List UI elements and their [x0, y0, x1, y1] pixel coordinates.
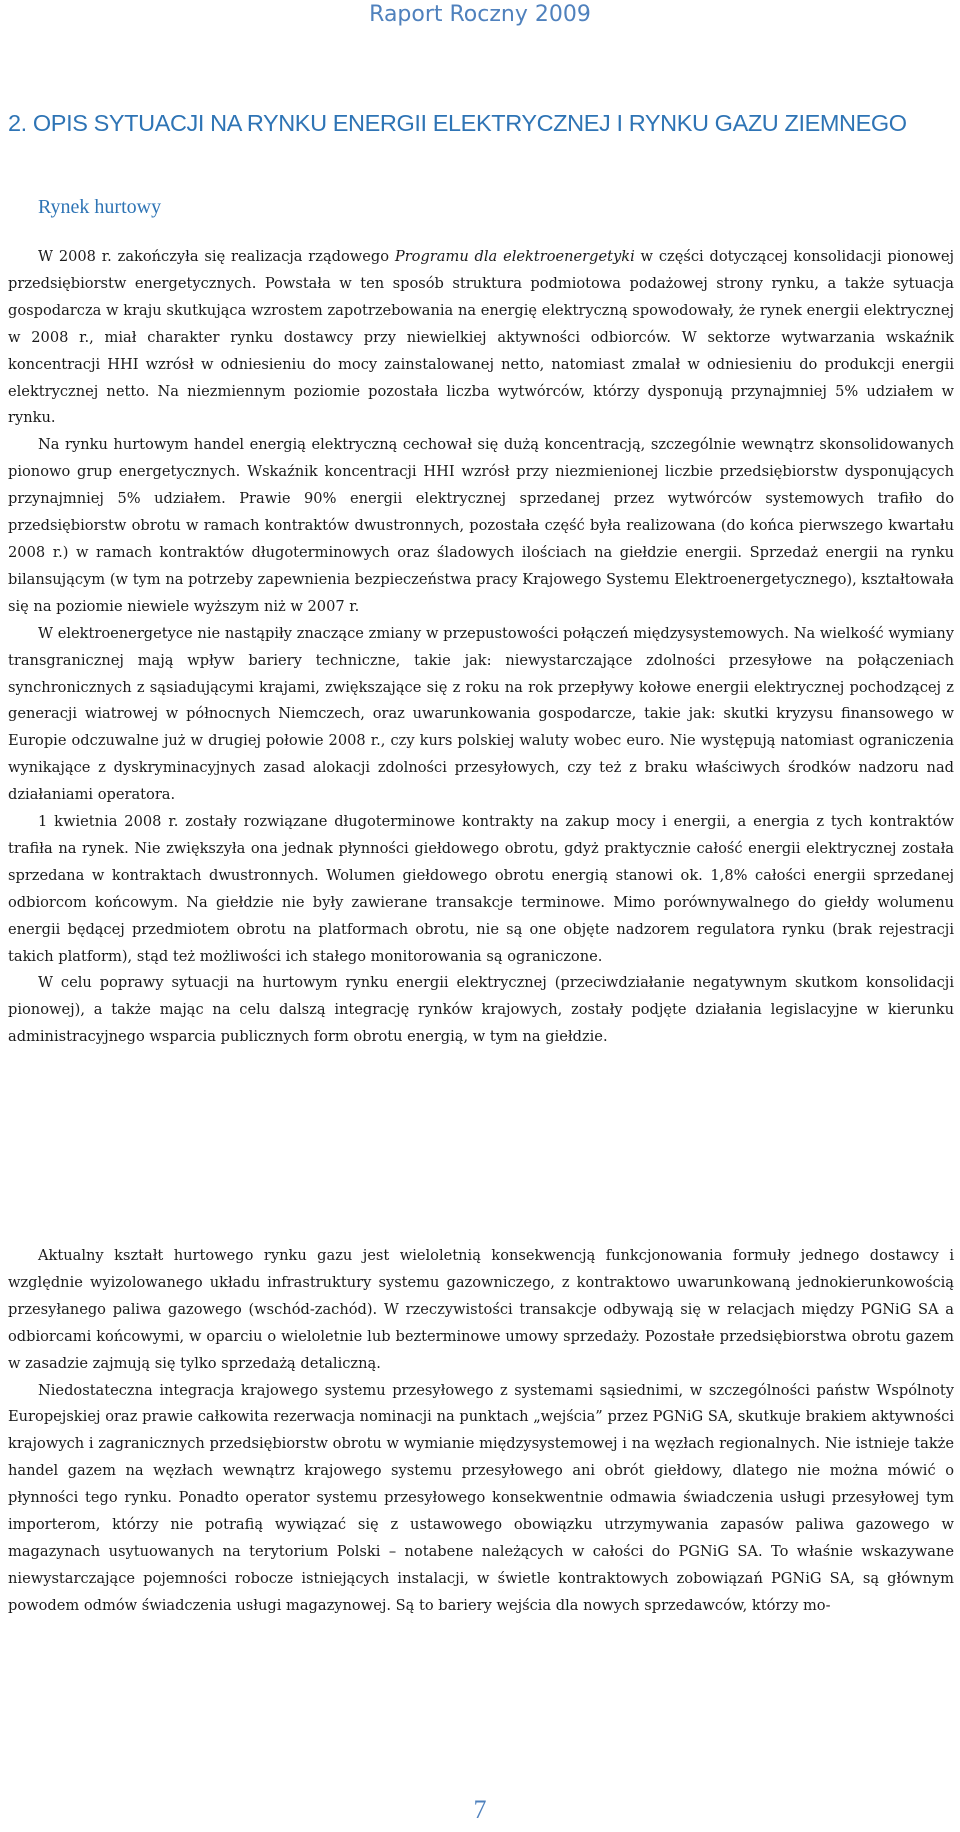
paragraph: W elektroenergetyce nie nastąpiły znaczące zmiany w przepustowości połączeń międzysystemowych. Na wielkość wymiany transgranicznej mają wpływ bariery techniczne, takie jak: niewystarczające zdolności przesyłowe na połączeniach synchronicznych z sąsiadującymi krajami, zwiększające się z roku na rok przepływy kołowe energii elektrycznej pochodzącej z generacji wiatrowej w północnych Niemczech, oraz uwarunkowania gospodarcze, takie jak: skutki kryzysu finansowego w Europie odczuwalne już w drugiej połowie 2008 r., czy kurs polskiej waluty wobec euro. Nie występują natomiast ograniczenia wynikające z dyskryminacyjnych zasad alokacji zdolności przesyłowych, czy też z braku właściwych środków nadzoru nad działaniami operatora.	[8, 624, 954, 804]
section-heading: 2. OPIS SYTUACJI NA RYNKU ENERGII ELEKTRYCZNEJ I RYNKU GAZU ZIEMNEGO	[8, 110, 907, 136]
running-header: Raport Roczny 2009	[369, 2, 591, 27]
paragraph: 1 kwietnia 2008 r. zostały rozwiązane długoterminowe kontrakty na zakup mocy i energii, a energia z tych kontraktów trafiła na rynek. Nie zwiększyła ona jednak płynności giełdowego obrotu, gdyż praktycznie całość energii elektrycznej została sprzedana w kontraktach dwustronnych. Wolumen giełdowego obrotu energią stanowi ok. 1,8% całości energii sprzedanej odbiorcom końcowym. Na giełdzie nie były zawierane transakcje terminowe. Mimo porównywalnego do giełdy wolumenu energii będącej przedmiotem obrotu na platformach obrotu, nie są one objęte nadzorem regulatora rynku (brak rejestracji takich platform), stąd też możliwości ich stałego monitorowania są ograniczone.	[8, 813, 954, 965]
paragraph: Na rynku hurtowym handel energią elektryczną cechował się dużą koncentracją, szczególnie wewnątrz skonsolidowanych pionowo grup energetycznych. Wskaźnik koncentracji HHI wzrósł przy niezmienionej liczbie przedsiębiorstw dysponujących przynajmniej 5% udziałem. Prawie 90% energii elektrycznej sprzedanej przez wytwórców systemowych trafiło do przedsiębiorstw obrotu w ramach kontraktów dwustronnych, pozostała część była realizowana (do końca pierwszego kwartału 2008 r.) w ramach kontraktów długoterminowych oraz śladowych ilościach na giełdzie energii. Sprzedaż energii na rynku bilansującym (w tym na potrzeby zapewnienia bezpieczeństwa pracy Krajowego Systemu Elektroenergetycznego), kształtowała się na poziomie niewiele wyższym niż w 2007 r.	[8, 436, 954, 615]
gas-market-text	[8, 1243, 954, 1620]
subheading-wholesale-market: Rynek hurtowy	[38, 196, 162, 218]
electricity-market-text	[8, 244, 954, 1051]
paragraph: Aktualny kształt hurtowego rynku gazu jest wieloletnią konsekwencją funkcjonowania formuły jednego dostawcy i względnie wyizolowanego układu infrastruktury systemu gazowniczego, z kontraktowo uwarunkowaną jednokierunkowością przesyłanego paliwa gazowego (wschód-zachód). W rzeczywistości transakcje odbywają się w relacjach między PGNiG SA a odbiorcami końcowymi, w oparciu o wieloletnie lub bezterminowe umowy sprzedaży. Pozostałe przedsiębiorstwa obrotu gazem w zasadzie zajmują się tylko sprzedażą detaliczną.	[8, 1247, 954, 1372]
paragraph: W 2008 r. zakończyła się realizacja rządowego Programu dla elektroenergetyki w części dotyczącej konsolidacji pionowej przedsiębiorstw energetycznych. Powstała w ten sposób struktura podmiotowa podażowej strony rynku, a także sytuacja gospodarcza w kraju skutkująca wzrostem zapotrzebowania na energię elektryczną spowodowały, że rynek energii elektrycznej w 2008 r., miał charakter rynku dostawcy przy niewielkiej aktywności odbiorców. W sektorze wytwarzania wskaźnik koncentracji HHI wzrósł w odniesieniu do mocy zainstalowanej netto, natomiast zmalał w odniesieniu do produkcji energii elektrycznej netto. Na niezmiennym poziomie pozostała liczba wytwórców, którzy dysponują przynajmniej 5% udziałem w rynku.	[8, 248, 954, 427]
paragraph: Niedostateczna integracja krajowego systemu przesyłowego z systemami sąsiednimi, w szczególności państw Wspólnoty Europejskiej oraz prawie całkowita rezerwacja nominacji na punktach „wejścia” przez PGNiG SA, skutkuje brakiem aktywności krajowych i zagranicznych przedsiębiorstw obrotu w wymianie międzysystemowej i na węzłach regionalnych. Nie istnieje także handel gazem na węzłach wewnątrz krajowego systemu przesyłowego ani obrót giełdowy, dlatego nie można mówić o płynności tego rynku. Ponadto operator systemu przesyłowego konsekwentnie odmawia świadczenia usługi przesyłowej tym importerom, którzy nie potrafią wywiązać się z ustawowego obowiązku utrzymywania zapasów paliwa gazowego w magazynach usytuowanych na terytorium Polski – notabene należących w całości do PGNiG SA. To właśnie wskazywane niewystarczające pojemności robocze istniejących instalacji, w świetle kontraktowych zobowiązań PGNiG SA, są głównym powodem odmów świadczenia usługi magazynowej. Są to bariery wejścia dla nowych sprzedawców, którzy mo-	[8, 1381, 954, 1614]
paragraph: W celu poprawy sytuacji na hurtowym rynku energii elektrycznej (przeciwdziałanie negatywnym skutkom konsolidacji pionowej), a także mając na celu dalszą integrację rynków krajowych, zostały podjęte działania legislacyjne w kierunku administracyjnego wsparcia publicznych form obrotu energią, w tym na giełdzie.	[8, 974, 954, 1046]
programme-title: Programu dla elektroenergetyki	[394, 248, 635, 265]
page-number: 7	[473, 1795, 487, 1824]
